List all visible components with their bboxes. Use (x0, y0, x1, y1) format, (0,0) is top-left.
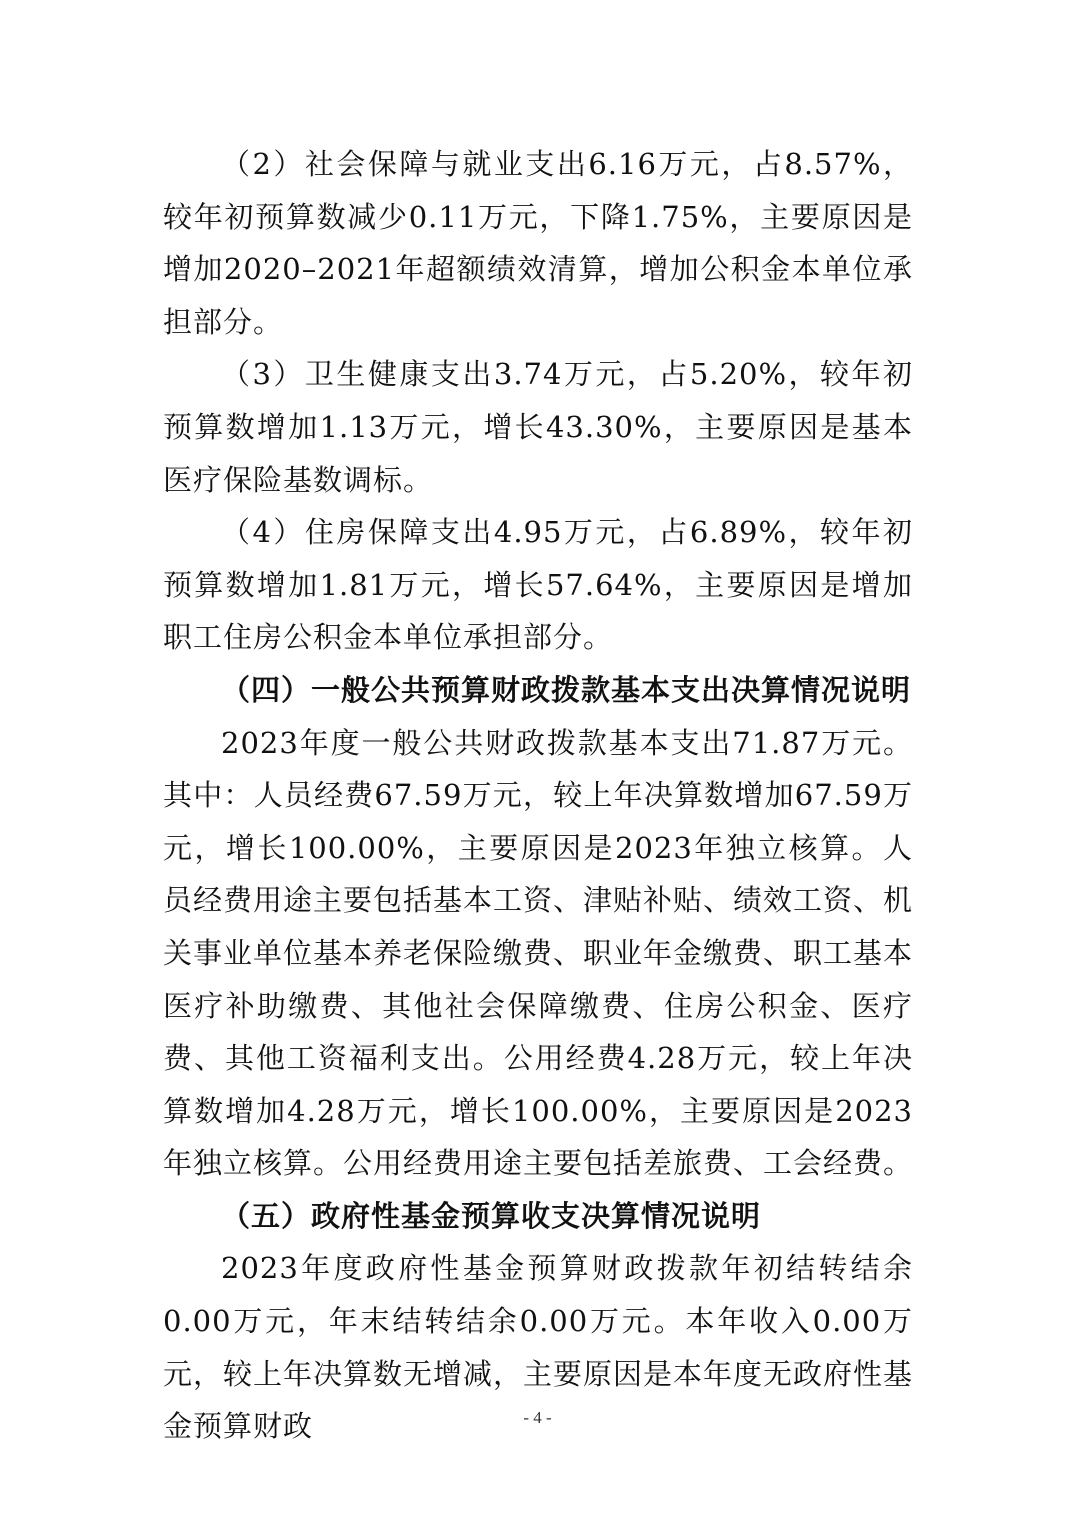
section-body-5: 2023年度政府性基金预算财政拨款年初结转结余0.00万元，年末结转结余0.00万元。本年收入0.00万元，较上年决算数无增减，主要原因是本年度无政府性基金预算财政 (163, 1251, 914, 1444)
page-number: - 4 - (523, 1408, 552, 1427)
paragraph-health: （3）卫生健康支出3.74万元，占5.20%，较年初预算数增加1.13万元，增长43.30%，主要原因是基本医疗保险基数调标。 (163, 357, 913, 497)
section-heading-4: （四）一般公共预算财政拨款基本支出决算情况说明 (221, 672, 912, 707)
document-body (163, 138, 913, 1453)
paragraph-housing: （4）住房保障支出4.95万元，占6.89%，较年初预算数增加1.81万元，增长57.64%，主要原因是增加职工住房公积金本单位承担部分。 (163, 515, 913, 655)
paragraph-social-security: （2）社会保障与就业支出6.16万元，占8.57%，较年初预算数减少0.11万元，下降1.75%，主要原因是增加2020–2021年超额绩效清算，增加公积金本单位承担部分。 (163, 147, 913, 339)
section-body-4: 2023年度一般公共财政拨款基本支出71.87万元。其中：人员经费67.59万元，较上年决算数增加67.59万元，增长100.00%，主要原因是2023年独立核算。人员经费用途主要包括基本工资、津贴补贴、绩效工资、机关事业单位基本养老保险缴费、职业年金缴费、职工基本医疗补助缴费、其他社会保障缴费、住房公积金、医疗费、其他工资福利支出。公用经费4.28万元，较上年决算数增加4.28万元，增长100.00%，主要原因是2023年独立核算。公用经费用途主要包括差旅费、工会经费。 (163, 725, 914, 1181)
section-heading-5: （五）政府性基金预算收支决算情况说明 (221, 1198, 762, 1233)
